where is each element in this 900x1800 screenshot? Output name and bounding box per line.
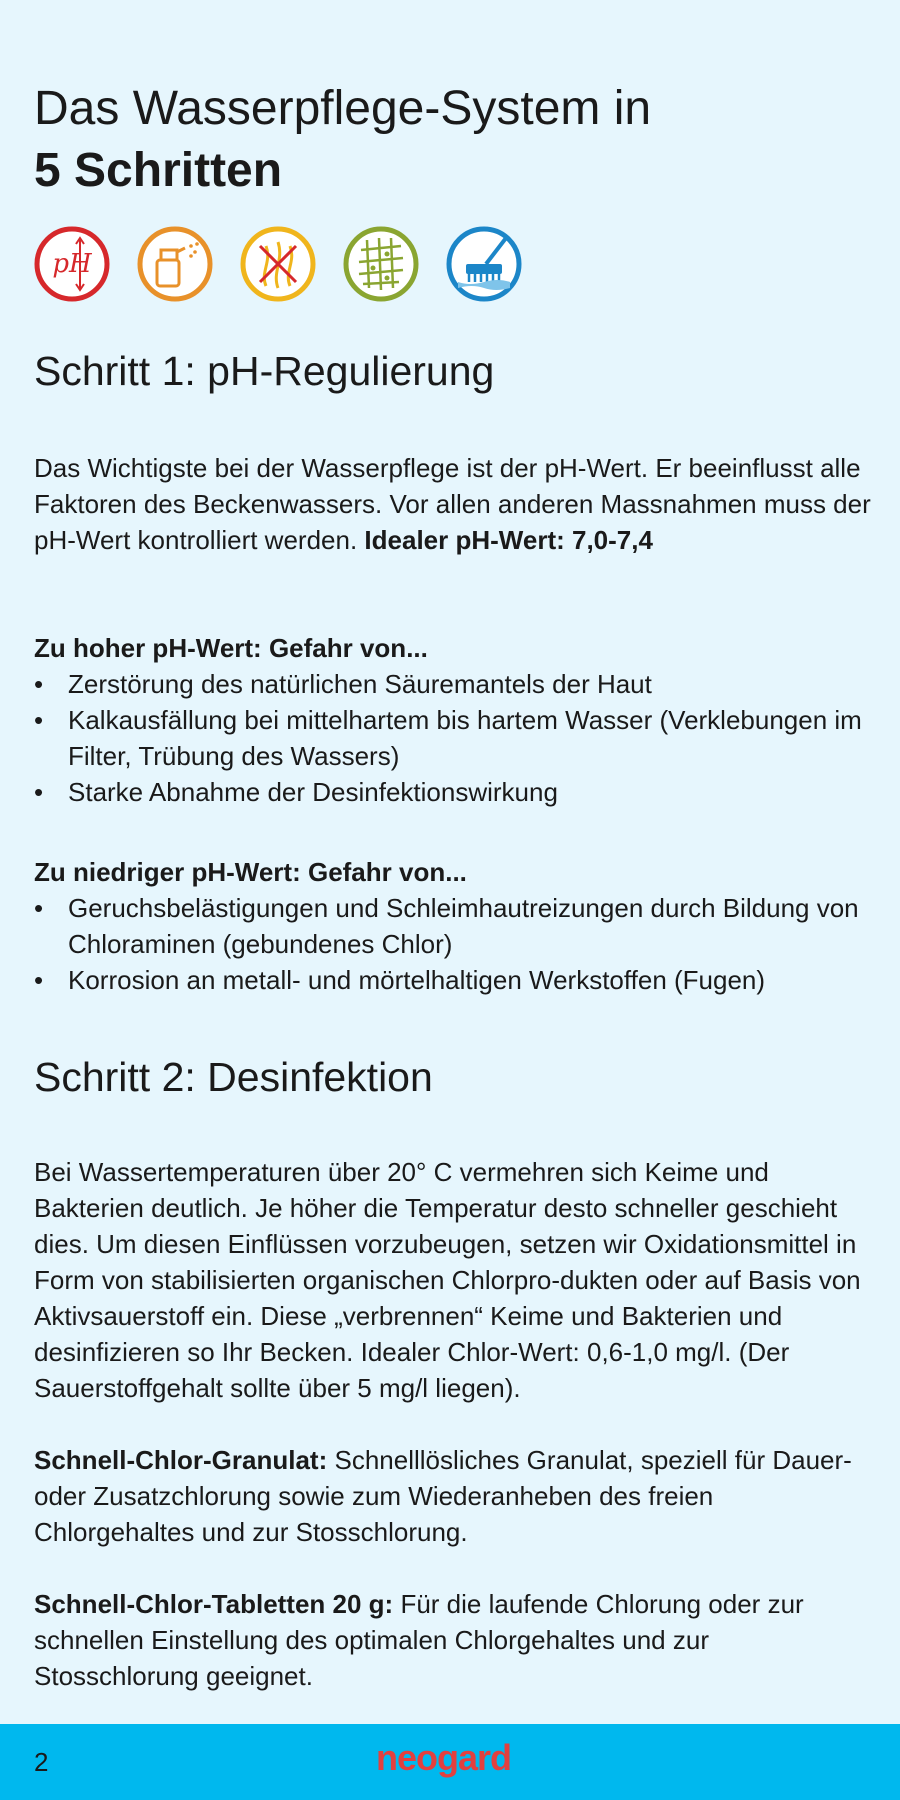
tabletten-text: Für die laufende Chlorung oder zur schnellen Einstellung des optimalen Chlorgehaltes und zur Stosschlorung geeignet.	[34, 1589, 804, 1691]
filter-net-icon	[343, 226, 419, 302]
spray-icon	[137, 226, 213, 302]
step1-ideal-ph: Idealer pH-Wert: 7,0-7,4	[364, 525, 653, 555]
granulat-label: Schnell-Chlor-Granulat:	[34, 1445, 328, 1475]
step1-heading: Schritt 1: pH-Regulierung	[34, 348, 495, 394]
list-item: • Kalkausfällung bei mittelhartem bis hartem Wasser (Verklebungen im Filter, Trübung des Wassers)	[34, 702, 874, 774]
footer-bar	[0, 1724, 900, 1800]
granulat-text: Schnelllösliches Granulat, speziell für Dauer- oder Zusatzchlorung sowie zum Wiederanheben des freien Chlorgehaltes und zur Stosschlorung.	[34, 1445, 852, 1547]
page-title	[34, 78, 651, 202]
list-item: • Korrosion an metall- und mörtelhaltigen Werkstoffen (Fugen)	[34, 962, 874, 998]
low-ph-list	[34, 890, 874, 998]
step1-intro	[34, 450, 874, 558]
high-ph-list	[34, 666, 874, 810]
title-line2: 5 Schritten	[34, 144, 283, 197]
no-algae-icon	[240, 226, 316, 302]
low-ph-heading: Zu niedriger pH-Wert: Gefahr von...	[34, 857, 467, 887]
list-item: • Zerstörung des natürlichen Säuremantels der Haut	[34, 666, 874, 702]
step2-heading: Schritt 2: Desinfektion	[34, 1054, 433, 1100]
page-number: 2	[34, 1747, 49, 1777]
high-ph-heading: Zu hoher pH-Wert: Gefahr von...	[34, 633, 428, 663]
list-item: • Geruchsbelästigungen und Schleimhautreizungen durch Bildung von Chloraminen (gebundenes Chlor)	[34, 890, 874, 962]
step2-intro: Bei Wassertemperaturen über 20° C vermehren sich Keime und Bakterien deutlich. Je höher die Temperatur desto schneller geschieht dies. Um diesen Einflüssen vorzubeugen, setzen wir Oxidationsmittel in Form von stabilisierten organischen Chlorpro-dukten oder auf Basis von Aktivsauerstoff ein. Diese „verbrennen“ Keime und Bakterien und desinfizieren so Ihr Becken. Idealer Chlor-Wert: 0,6-1,0 mg/l. (Der Sauerstoffgehalt sollte über 5 mg/l liegen).	[34, 1157, 861, 1403]
tabletten-label: Schnell-Chlor-Tabletten 20 g:	[34, 1589, 394, 1619]
step2-tabletten	[34, 1586, 874, 1694]
step1-intro-text: Das Wichtigste bei der Wasserpflege ist der pH-Wert. Er beeinflusst alle Faktoren des Beckenwassers. Vor allen anderen Massnahmen muss der pH-Wert kontrolliert werden.	[34, 453, 871, 555]
brand-logo: neogard	[376, 1737, 512, 1778]
step-icons	[34, 226, 522, 302]
svg-text:pH: pH	[52, 249, 92, 279]
list-item: • Starke Abnahme der Desinfektionswirkung	[34, 774, 874, 810]
ph-icon	[34, 226, 110, 302]
step2-granulat	[34, 1442, 874, 1550]
cleaning-brush-icon	[446, 226, 522, 302]
title-line1: Das Wasserpflege-System in	[34, 82, 652, 135]
